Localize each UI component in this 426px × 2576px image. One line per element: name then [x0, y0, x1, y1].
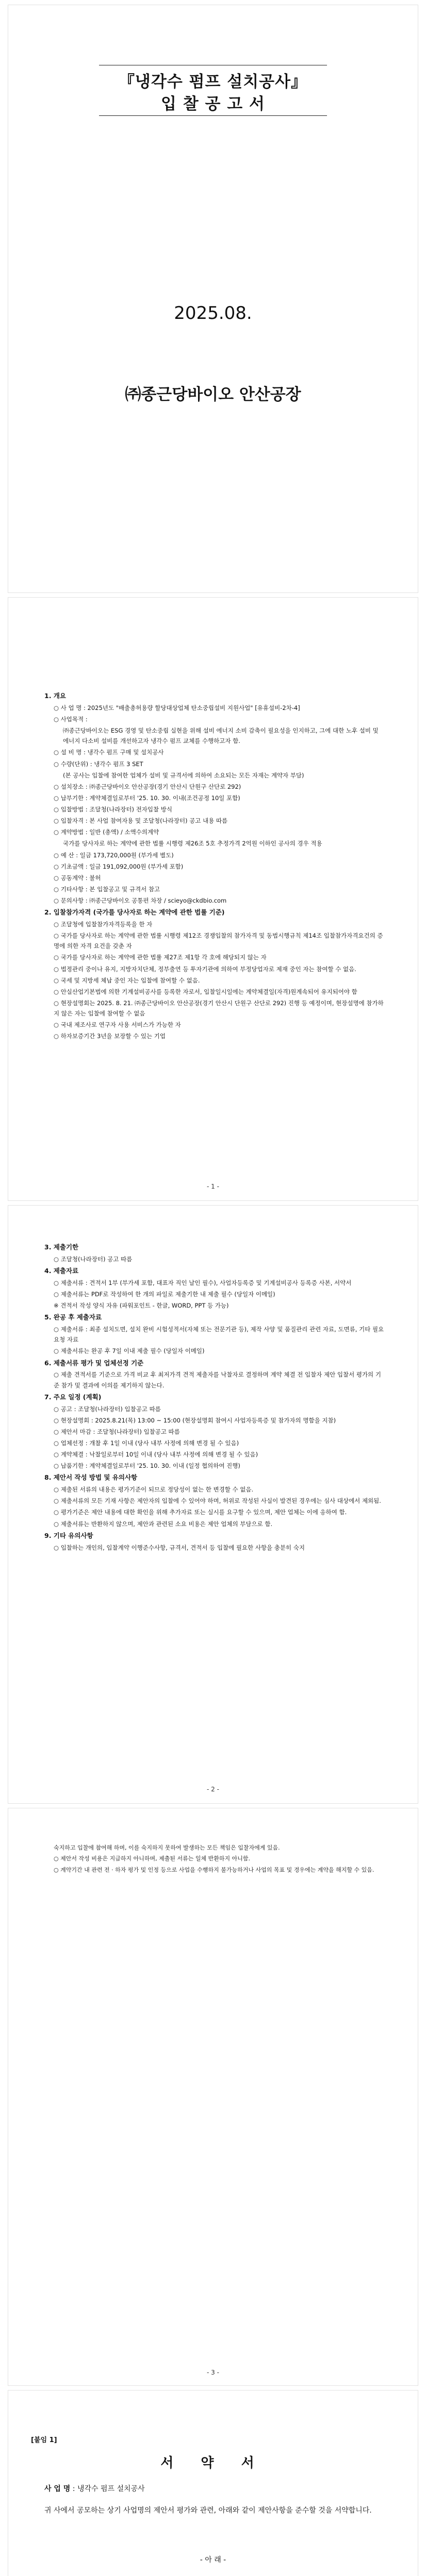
section-line: ○ 국가를 당사자로 하는 계약에 관한 법률 시행령 제12조 경쟁입찰의 참가자격 및 동법시행규칙 제14조 입찰참가자격요건의 증명에 의한 자격 요건을 갖춘 자: [54, 932, 383, 950]
section-line: ○ 국내 제조사로 연구자 사용 서비스가 가능한 자: [54, 1021, 181, 1029]
section-line: ㈜종근당바이오는 ESG 경영 및 탄소중립 실현을 위해 설비 에너지 소비 감축이 필요성을 인지하고, 그에 대한 노후 설비 및 에너지 다소비 설비를 개선하고자 냉각수 펌프 교체를 수행하고자 함.: [63, 727, 379, 745]
section-line: ○ 공동계약 : 불허: [54, 874, 101, 882]
oath-intro: 귀 사에서 공모하는 상기 사업명의 제안서 평가와 관련, 아래와 같이 제안사항을 준수할 것을 서약합니다.: [44, 2506, 372, 2515]
cover-bottom-rule: [99, 115, 327, 116]
notice-sections-a: [44, 690, 385, 1042]
closing-line: 숙지하고 입찰에 참여해 하며, 이를 숙지하지 못하여 발생하는 모든 책임은 입찰자에게 있음.: [54, 1844, 280, 1851]
section-heading: 2. 입찰참가자격 (국가를 당사자로 하는 계약에 관한 법률 기준): [44, 908, 225, 917]
section-line: ○ 현장설명회는 2025. 8. 21. ㈜종근당바이오 안산공장(경기 안산시 단원구 산단로 292) 진행 등 예정이며, 현장설명에 참가하지 않은 자는 입찰에 참여할 수 없음: [54, 999, 384, 1017]
section-line: ○ 제출서류는 반환하지 않으며, 제안과 관련된 소요 비용은 제안 업체의 부담으로 함.: [54, 1520, 273, 1528]
page-number: - 2 -: [207, 1786, 219, 1793]
section-other-notes: [44, 1530, 385, 1553]
section-line: ○ 예 산 : 일금 173,720,000원 (부가세 별도): [54, 851, 174, 859]
section-line: ○ 입찰자격 : 본 사업 참여자용 및 조달청(나라장터) 공고 내용 따름: [54, 817, 228, 825]
section-line: ○ 입찰하는 개인의, 입찰계약 이행준수사항, 규격서, 견적서 등 입찰에 필요한 사항을 충분히 숙지: [54, 1544, 305, 1551]
section-line: ○ 국가를 당사자로 하는 계약에 관한 법률 제27조 제1항 각 호에 해당되지 않는 자: [54, 954, 267, 961]
cover-subtitle: 입 찰 공 고 서: [161, 95, 265, 113]
section-line: ○ 업체선정 : 개찰 후 1일 이내 (당사 내부 사정에 의해 변경 될 수 있음): [54, 1439, 239, 1447]
section-schedule: [44, 1392, 385, 1471]
section-line: (본 공사는 입찰에 참여한 업체가 설비 및 규격서에 의하여 소요되는 모든 자재는 계약자 부담): [63, 771, 304, 779]
section-deadline: [44, 1242, 385, 1264]
notice-sections-b: [44, 1242, 385, 1554]
section-qualification: [44, 907, 385, 1041]
section-line: ○ 계약방법 : 일반 (총액) / 소액수의계약: [54, 828, 159, 836]
section-line: ○ 납부기한 : 계약체결일로부터 '25. 10. 30. 이내(조건공정 10일 포함): [54, 794, 240, 802]
section-line: ○ 국세 및 지방세 체납 중인 자는 입찰에 참여할 수 없음.: [54, 976, 200, 984]
section-line: ○ 공고 : 조달청(나라장터) 입찰공고 따름: [54, 1405, 161, 1413]
section-line: ○ 제안서 마감 : 조달청(나라장터) 입찰공고 따름: [54, 1428, 180, 1435]
section-line: ○ 문의사항 : ㈜종근당바이오 공통편 차장 / scieyo@ckdbio.com: [54, 897, 227, 904]
section-line: 국가를 당사자로 하는 계약에 관한 법률 시행령 제26조 5호 추정가격 2억원 이하인 공사의 경우 적용: [63, 840, 322, 848]
section-line: ○ 하자보증기간 3년을 보장할 수 있는 기업: [54, 1032, 166, 1040]
section-line: ○ 조달청에 입찰참가자격등록을 한 자: [54, 921, 153, 928]
section-proposal-notes: [44, 1472, 385, 1529]
page-number: - 3 -: [207, 2369, 219, 2376]
notice-page-3: [8, 1808, 418, 2385]
section-line: ○ 제출된 서류의 내용은 평가기준이 되므로 정당성이 없는 한 변경할 수 없음.: [54, 1486, 254, 1494]
section-line: ○ 제출서류는 완공 후 7일 이내 제출 필수 (당일자 이메일): [54, 1347, 205, 1355]
section-heading: 8. 제안서 작성 방법 및 유의사항: [44, 1473, 138, 1482]
section-submission: [44, 1265, 385, 1311]
section-line: ○ 계약체결 : 낙찰일로부터 10일 이내 (당사 내부 사정에 의해 변경 될 수 있음): [54, 1451, 258, 1458]
section-completion: [44, 1312, 385, 1356]
section-evaluation: [44, 1358, 385, 1391]
oath-subject: [44, 2483, 145, 2494]
section-heading: 6. 제출서류 평가 및 업체선정 기준: [44, 1359, 144, 1367]
section-line: ○ 제출 견적서를 기준으로 가격 비교 후 최저가격 견적 제출자를 낙찰자로 결정하며 계약 체결 전 입찰자 제안 입찰서 평가의 기준 참가 및 결과에 이의를 제기하지 않는다.: [54, 1371, 381, 1389]
section-line: ※ 견적서 작성 양식 자유 (파워포인트 - 한글, WORD, PPT 등 가능): [54, 1302, 229, 1310]
section-heading: 1. 개요: [44, 692, 66, 700]
section-line: ○ 납품기한 : 계약체결일로부터 '25. 10. 30. 이내 (일정 협의하여 진행): [54, 1462, 240, 1470]
section-line: ○ 제출서류 : 견적서 1부 (부가세 포함, 대표자 직인 날인 필수), 사업자등록증 및 기계설비공사 등록증 사본, 서약서: [54, 1279, 352, 1286]
attachment-label: [붙임 1]: [31, 2436, 57, 2444]
section-heading: 7. 주요 일정 (계획): [44, 1393, 102, 1401]
closing-line: ○ 제안서 작성 비용은 지급하지 아니하며, 제출된 서류는 일체 반환하지 아니함.: [54, 1855, 250, 1862]
section-line: ○ 입찰방법 : 조달청(나라장터) 전자입찰 방식: [54, 806, 173, 813]
section-heading: 5. 완공 후 제출자료: [44, 1313, 102, 1321]
section-heading: 4. 제출자료: [44, 1267, 79, 1275]
closing-line: ○ 계약기간 내 관련 전 · 하자 평가 및 인정 등으로 사업을 수행하지 불가능하거나 사업의 목표 및 경우에는 계약을 해지할 수 있음.: [54, 1866, 374, 1873]
section-heading: 9. 기타 유의사항: [44, 1531, 93, 1539]
section-heading: 3. 제출기한: [44, 1243, 79, 1251]
section-line: ○ 제출서류는 PDF로 작성하여 한 개의 파일로 제출기한 내 제출 필수 (당일자 이메일): [54, 1291, 275, 1298]
section-line: ○ 안실산업기본법에 의한 기계설비공사를 등록한 자로서, 입찰일시일에는 계약체결일(자격)원계속되어 유지되어야 함: [54, 988, 357, 995]
section-overview: [44, 690, 385, 906]
section-line: ○ 설치장소 : ㈜종근당바이오 안산공장(경기 안산시 단원구 산단로 292): [54, 783, 241, 790]
section-line: ○ 기초금액 : 일금 191,092,000원 (부가세 포함): [54, 862, 184, 870]
cover-company: ㈜종근당바이오 안산공장: [125, 385, 301, 404]
section-line: ○ 설 비 명 : 냉각수 펌프 구매 및 설치공사: [54, 749, 164, 756]
subject-label: 사 업 명: [44, 2485, 71, 2493]
section-line: ○ 수량(단위) : 냉각수 펌프 3 SET: [54, 760, 143, 768]
notice-closing: [44, 1842, 385, 1876]
section-line: ○ 현장설명회 : 2025.8.21(목) 13:00 ~ 15:00 (현장설명회 참여시 사업자등록증 및 참가자의 명함을 지참): [54, 1416, 336, 1424]
section-line: ○ 사업목적 :: [54, 716, 88, 723]
cover-date: 2025.08.: [174, 303, 252, 324]
section-line: ○ 제출서류 : 최종 설치도면, 설치 완비 시험성적서(자체 또는 전문기관 등), 제작 사양 및 품질관리 관련 자료, 도면류, 기타 필요 요청 자료: [54, 1326, 384, 1344]
subject-value: : 냉각수 펌프 설치공사: [72, 2485, 145, 2493]
section-line: ○ 조달청(나라장터) 공고 따름: [54, 1255, 133, 1263]
section-line: ○ 기타사항 : 본 입찰공고 및 규격서 참고: [54, 885, 160, 893]
section-line: ○ 제출서류의 모든 기재 사항은 제안자의 입찰에 수 있어야 하며, 허위로 작성된 사실이 발견된 경우에는 심사 대상에서 제외됨.: [54, 1497, 381, 1505]
cover-title: 『냉각수 펌프 설치공사』: [118, 73, 308, 91]
oath-title: 서 약 서: [160, 2455, 266, 2471]
section-line: ○ 법정관리 중이나 유지, 지방자치단체, 정부출연 등 투자기관에 의하여 부정당업자로 제재 중인 자는 참여할 수 없음.: [54, 965, 356, 973]
page-number: - 1 -: [207, 1183, 219, 1190]
oath-mid-marker: - 아 래 -: [200, 2556, 226, 2564]
section-line: ○ 사 업 명 : 2025년도 "배출총허용량 할당대상업체 탄소중립설비 지원사업" [유휴설비-2차-4]: [54, 704, 300, 711]
section-line: ○ 평가기준은 제안 내용에 대한 확인을 위해 추가자료 또는 실시를 요구할 수 있으며, 제안 업체는 이에 응하여 함.: [54, 1509, 347, 1516]
